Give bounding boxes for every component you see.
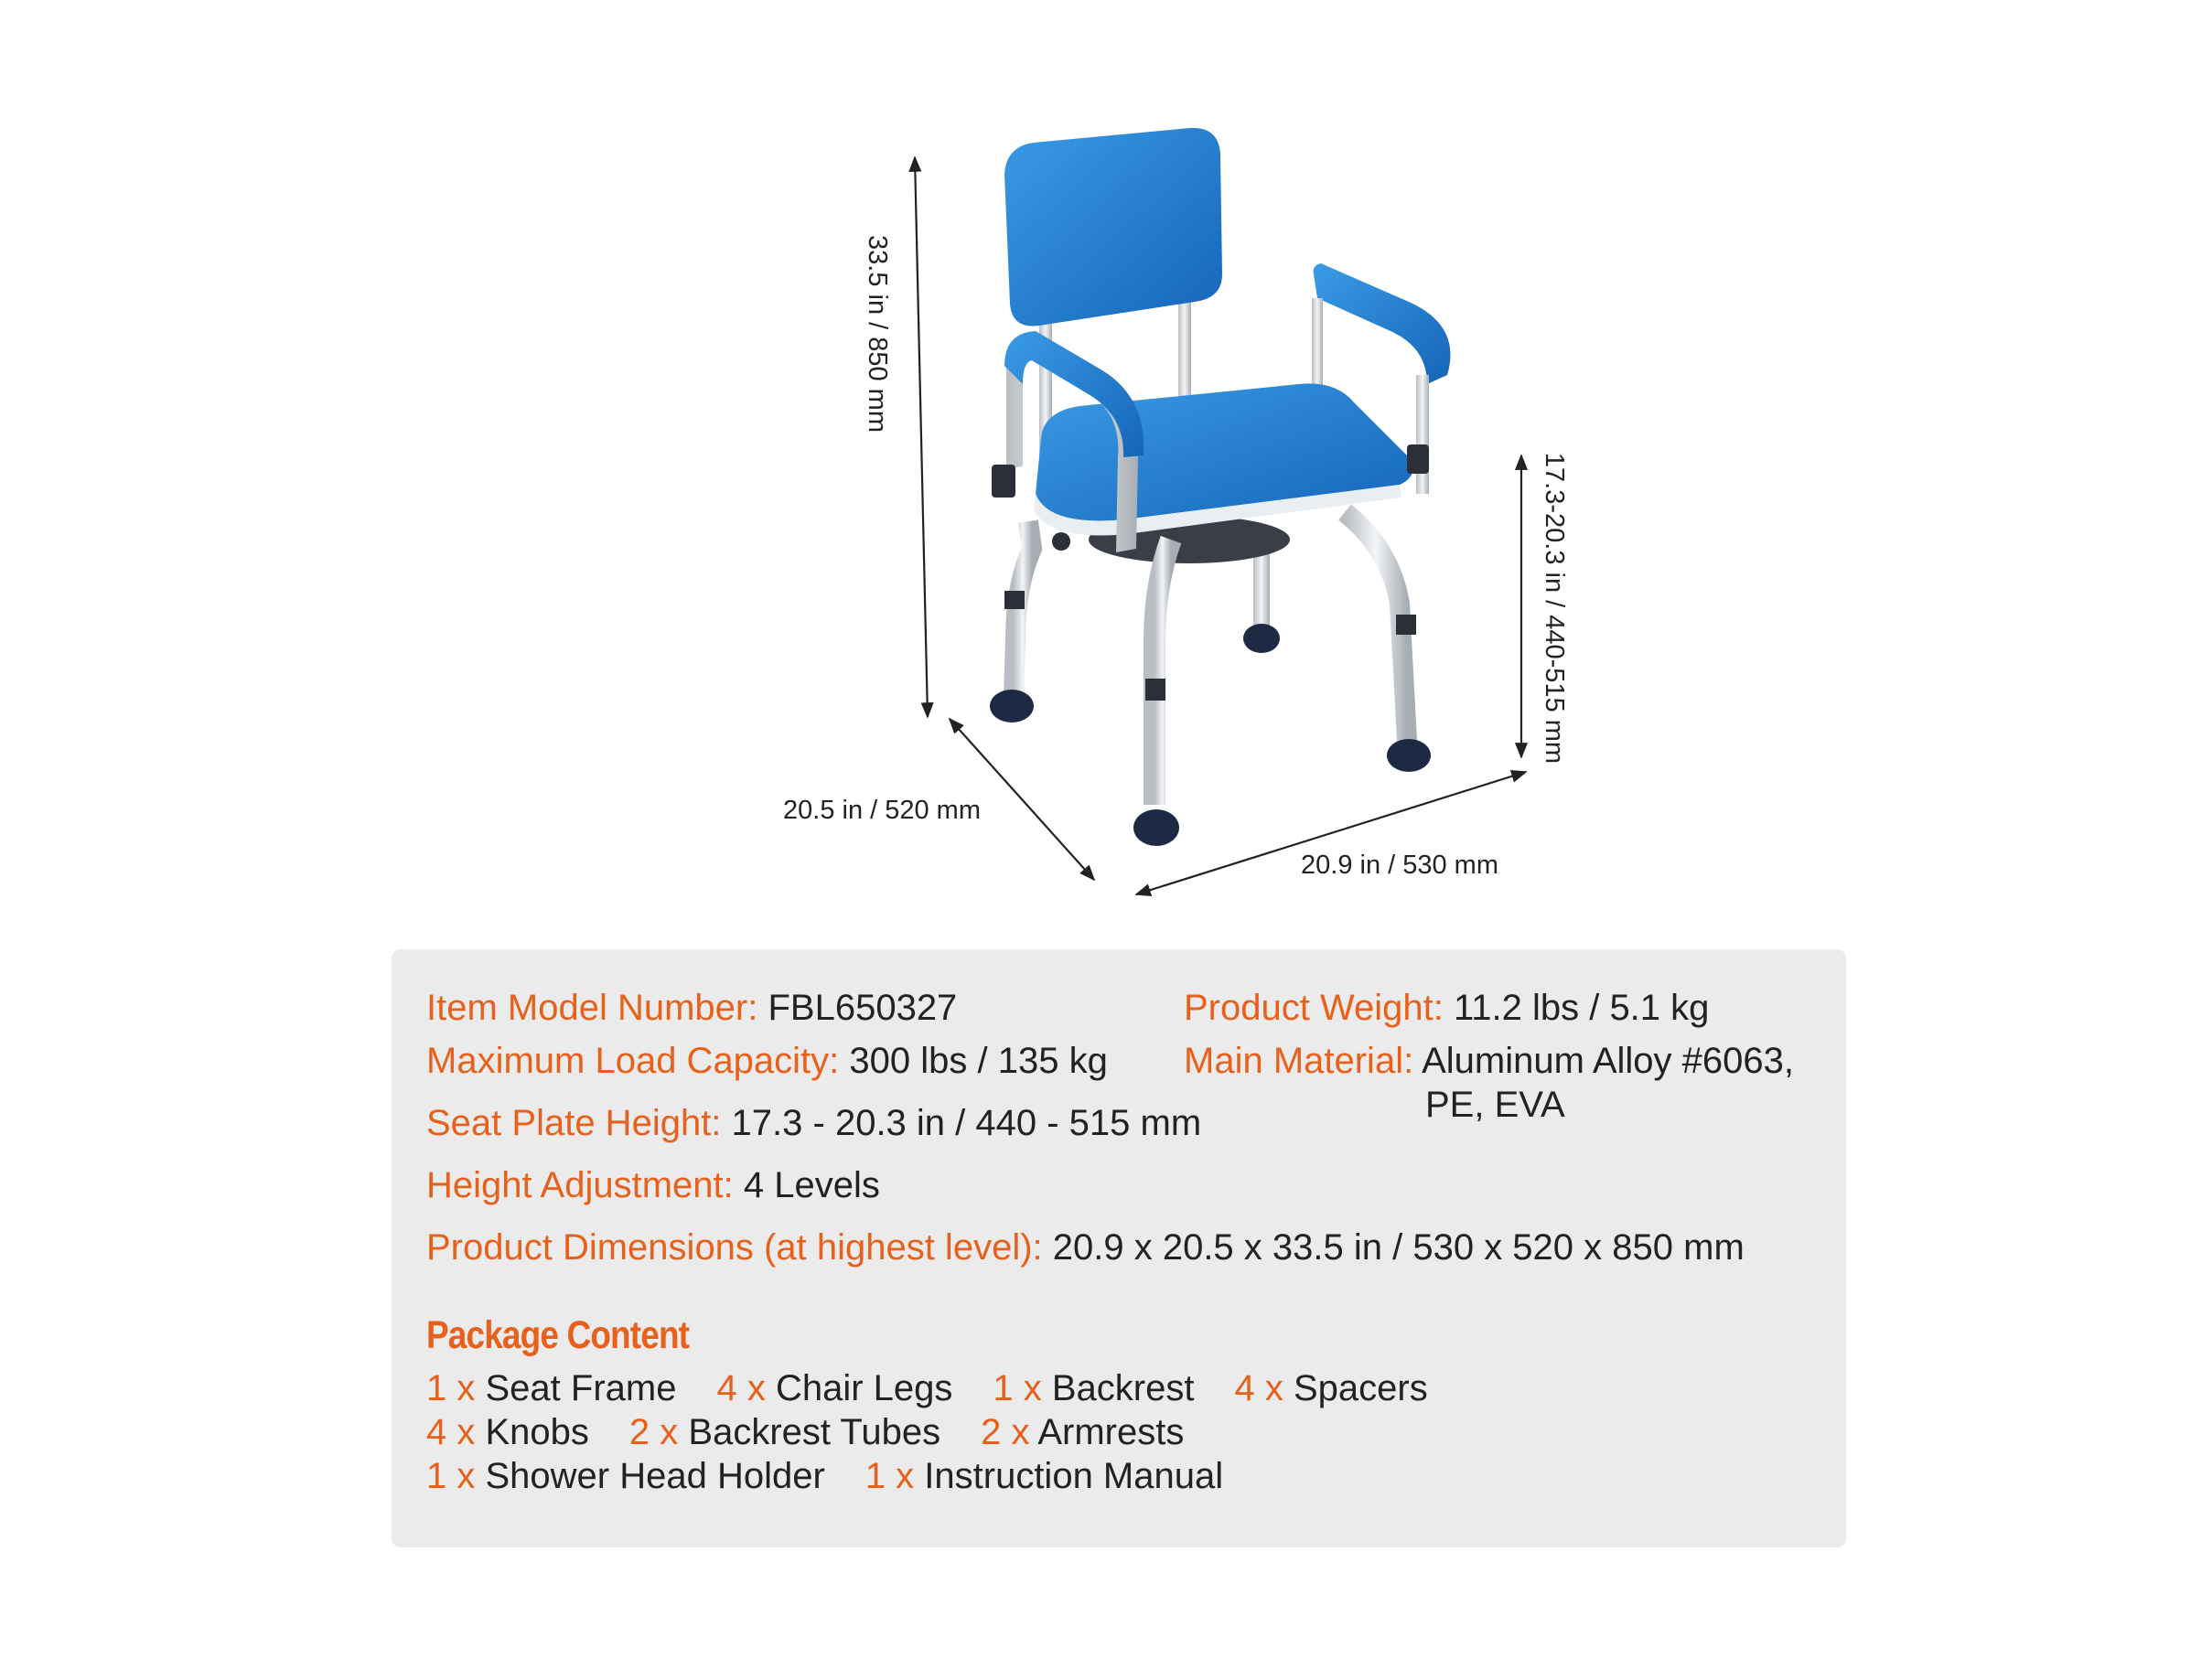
spec-item-height-adjustment xyxy=(426,1163,880,1207)
package-item-name: Spacers xyxy=(1293,1368,1428,1408)
package-item-name: Backrest xyxy=(1051,1368,1195,1408)
package-item xyxy=(993,1366,1194,1410)
spec-key: Main Material: xyxy=(1184,1041,1423,1081)
package-item-name: Seat Frame xyxy=(485,1368,677,1408)
specifications-panel xyxy=(392,949,1846,1547)
package-row xyxy=(426,1454,1263,1498)
package-item-name: Armrests xyxy=(1037,1412,1185,1452)
spec-item-material xyxy=(1184,1039,1794,1083)
spec-material-continuation xyxy=(1425,1083,1565,1127)
spec-key: Product Weight: xyxy=(1184,988,1454,1028)
spec-key: Height Adjustment: xyxy=(426,1165,744,1205)
package-item xyxy=(426,1366,676,1410)
package-item-name: Chair Legs xyxy=(775,1368,953,1408)
spec-value: 20.9 x 20.5 x 33.5 in / 530 x 520 x 850 mm xyxy=(1052,1227,1745,1268)
package-item-quantity: 1 x xyxy=(426,1456,486,1496)
package-item-quantity: 4 x xyxy=(716,1368,776,1408)
spec-item-dimensions xyxy=(426,1226,1745,1269)
package-item-quantity: 4 x xyxy=(426,1412,486,1452)
package-item xyxy=(716,1366,952,1410)
spec-value: FBL650327 xyxy=(768,988,958,1028)
spec-value: 4 Levels xyxy=(743,1165,880,1205)
package-item-quantity: 1 x xyxy=(864,1456,925,1496)
package-content-title: Package Content xyxy=(426,1313,690,1357)
package-item-quantity: 2 x xyxy=(981,1412,1038,1452)
spec-item-load-capacity xyxy=(426,1039,1108,1083)
height-dimension-label: 33.5 in / 850 mm xyxy=(863,235,892,433)
package-item xyxy=(1234,1366,1427,1410)
package-item xyxy=(426,1454,825,1498)
spec-item-seat-height xyxy=(426,1101,1201,1145)
package-item-quantity: 2 x xyxy=(628,1412,689,1452)
package-item-quantity: 1 x xyxy=(426,1368,486,1408)
package-row xyxy=(426,1366,1468,1410)
package-item-quantity: 4 x xyxy=(1234,1368,1294,1408)
spec-value: PE, EVA xyxy=(1425,1085,1565,1125)
package-item xyxy=(629,1410,940,1454)
package-item-name: Backrest Tubes xyxy=(688,1412,941,1452)
seat-height-dimension-label: 17.3-20.3 in / 440-515 mm xyxy=(1540,452,1569,765)
spec-value: 11.2 lbs / 5.1 kg xyxy=(1453,988,1710,1028)
height-arrow xyxy=(915,157,928,717)
width-dimension-label: 20.9 in / 530 mm xyxy=(1301,851,1498,880)
spec-key: Seat Plate Height: xyxy=(426,1103,732,1143)
spec-key: Product Dimensions (at highest level): xyxy=(426,1227,1053,1268)
spec-key: Item Model Number: xyxy=(426,988,768,1028)
spec-value: 300 lbs / 135 kg xyxy=(849,1041,1108,1081)
shower-chair-image xyxy=(990,128,1450,846)
package-item-quantity: 1 x xyxy=(993,1368,1052,1408)
package-row xyxy=(426,1410,1224,1454)
package-item xyxy=(865,1454,1223,1498)
package-item xyxy=(981,1410,1184,1454)
package-item-name: Knobs xyxy=(485,1412,589,1452)
depth-dimension-label: 20.5 in / 520 mm xyxy=(783,796,981,825)
package-item-name: Instruction Manual xyxy=(924,1456,1224,1496)
spec-value: 17.3 - 20.3 in / 440 - 515 mm xyxy=(731,1103,1202,1143)
spec-key: Maximum Load Capacity: xyxy=(426,1041,850,1081)
package-item xyxy=(426,1410,589,1454)
package-item-name: Shower Head Holder xyxy=(485,1456,825,1496)
spec-value: Aluminum Alloy #6063, xyxy=(1422,1041,1795,1081)
spec-item-model xyxy=(426,986,957,1030)
spec-item-weight xyxy=(1184,986,1709,1030)
